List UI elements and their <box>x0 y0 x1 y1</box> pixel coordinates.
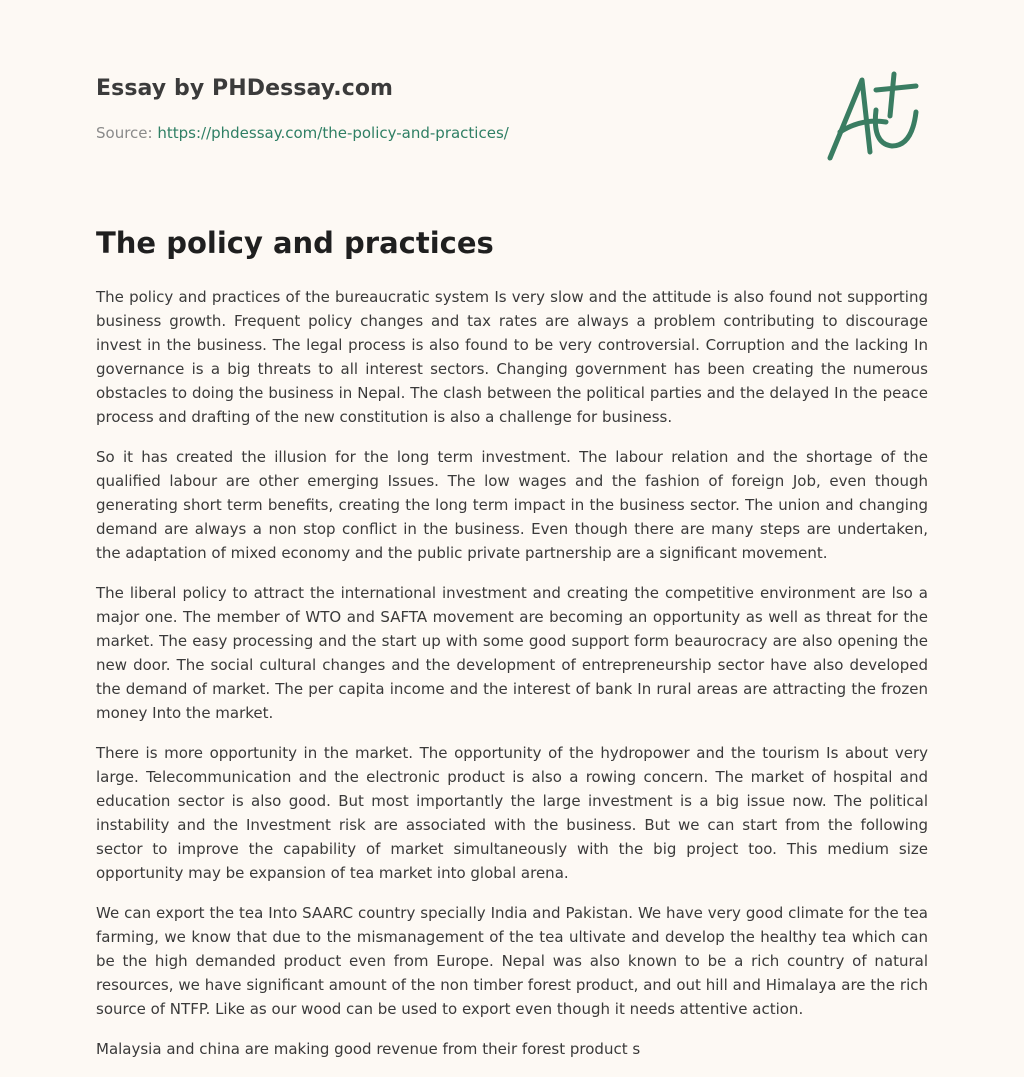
source-label: Source: <box>96 124 153 142</box>
essay-paragraph: The policy and practices of the bureaucratic system Is very slow and the attitude is also found not supporting business growth. Frequent policy changes and tax rates are always a problem contributing to discourage invest in the business. The legal process is also found to be very controversial. Corruption and the lacking In governance is a big threats to all interest sectors. Changing government has been creating the numerous obstacles to doing the business in Nepal. The clash between the political parties and the delayed In the peace process and drafting of the new constitution is also a challenge for business. <box>96 288 928 426</box>
essay-paragraph: There is more opportunity in the market. The opportunity of the hydropower and the tourism Is about very large. Telecommunication and the electronic product is also a rowing concern. The market of hospital and education sector is also good. But most importantly the large investment is a big issue now. The political instability and the Investment risk are associated with the business. But we can start from the following sector to improve the capability of market simultaneously with the big project too. This medium size opportunity may be expansion of tea market into global arena. <box>96 744 928 882</box>
essay-paragraph: So it has created the illusion for the long term investment. The labour relation and the shortage of the qualified labour are other emerging Issues. The low wages and the fashion of foreign Job, even though generating short term benefits, creating the long term impact in the business sector. The union and changing demand are always a non stop conflict in the business. Even though there are many steps are undertaken, the adaptation of mixed economy and the public private partnership are a significant movement. <box>96 448 928 562</box>
essay-paragraph: Malaysia and china are making good revenue from their forest product s <box>96 1040 641 1058</box>
a-plus-grade-icon <box>820 66 930 166</box>
source-line <box>96 124 509 142</box>
source-link[interactable]: https://phdessay.com/the-policy-and-practices/ <box>157 124 509 142</box>
essay-paragraph: We can export the tea Into SAARC country specially India and Pakistan. We have very good climate for the tea farming, we know that due to the mismanagement of the tea ultivate and develop the healthy tea which can be the high demanded product even from Europe. Nepal was also known to be a rich country of natural resources, we have significant amount of the non timber forest product, and out hill and Himalaya are the rich source of NTFP. Like as our wood can be used to export even though it needs attentive action. <box>96 904 928 1018</box>
site-title: Essay by PHDessay.com <box>96 76 394 101</box>
essay-paragraph: The liberal policy to attract the international investment and creating the competitive environment are lso a major one. The member of WTO and SAFTA movement are becoming an opportunity as well as threat for the market. The easy processing and the start up with some good support form beaurocracy are also opening the new door. The social cultural changes and the development of entrepreneurship sector have also developed the demand of market. The per capita income and the interest of bank In rural areas are attracting the frozen money Into the market. <box>96 584 928 722</box>
essay-title: The policy and practices <box>96 226 494 260</box>
essay-body <box>96 285 928 1077</box>
